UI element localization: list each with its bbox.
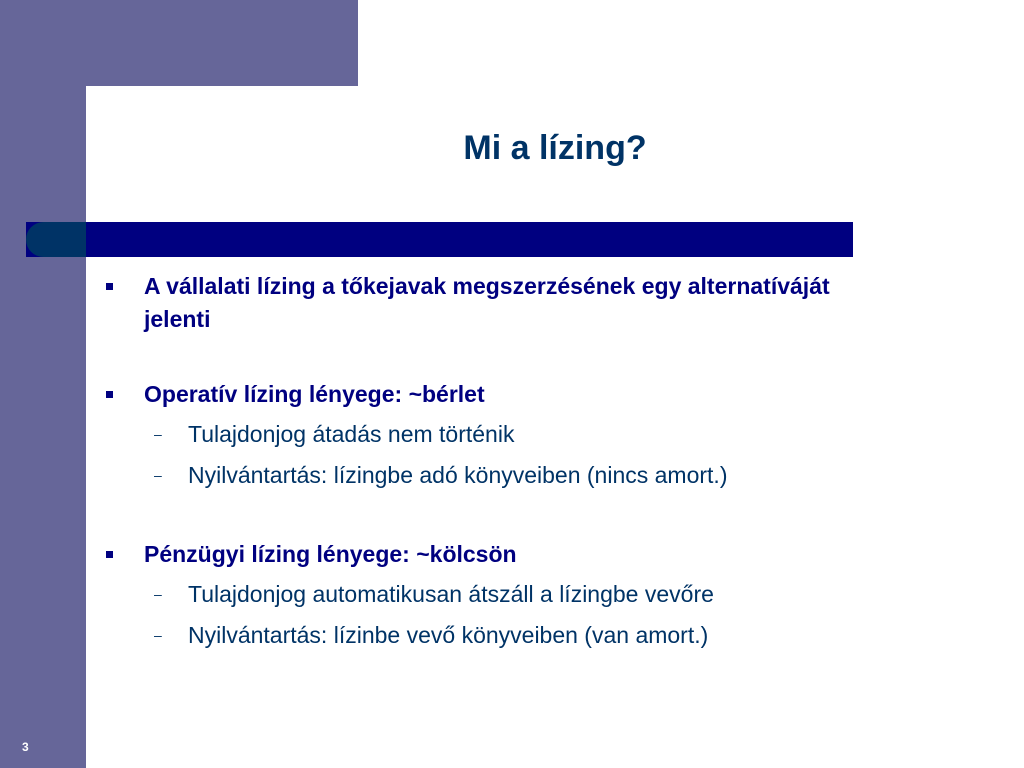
dash-bullet-icon: – (154, 627, 162, 643)
bullet-text: Operatív lízing lényege: ~bérlet (144, 381, 485, 407)
square-bullet-icon (106, 283, 113, 290)
left-decorative-band (0, 0, 86, 768)
title-underline-bar (26, 222, 853, 257)
dash-bullet-icon: – (154, 586, 162, 602)
sub-bullet-item (100, 578, 900, 611)
bullet-list (100, 270, 900, 652)
sub-bullet-item (100, 459, 900, 492)
sub-bullet-text: Nyilvántartás: lízingbe adó könyveiben (nincs amort.) (188, 462, 728, 488)
sub-bullet-item (100, 619, 900, 652)
sub-bullet-text: Tulajdonjog átadás nem történik (188, 421, 515, 447)
dash-bullet-icon: – (154, 426, 162, 442)
title-bar-rounded-cap (26, 222, 86, 257)
slide-title: Mi a lízing? (463, 129, 647, 167)
bullet-item (100, 538, 900, 571)
bullet-item (100, 270, 900, 336)
page-number: 3 (22, 740, 29, 754)
sub-bullet-text: Nyilvántartás: lízinbe vevő könyveiben (van amort.) (188, 622, 709, 648)
dash-bullet-icon: – (154, 467, 162, 483)
bullet-item (100, 378, 900, 411)
square-bullet-icon (106, 391, 113, 398)
sub-bullet-text: Tulajdonjog automatikusan átszáll a lízingbe vevőre (188, 581, 714, 607)
top-decorative-band (0, 0, 358, 86)
bullet-text: Pénzügyi lízing lényege: ~kölcsön (144, 541, 517, 567)
square-bullet-icon (106, 551, 113, 558)
sub-bullet-item (100, 418, 900, 451)
bullet-text: A vállalati lízing a tőkejavak megszerzésének egy alternatíváját jelenti (144, 273, 830, 332)
